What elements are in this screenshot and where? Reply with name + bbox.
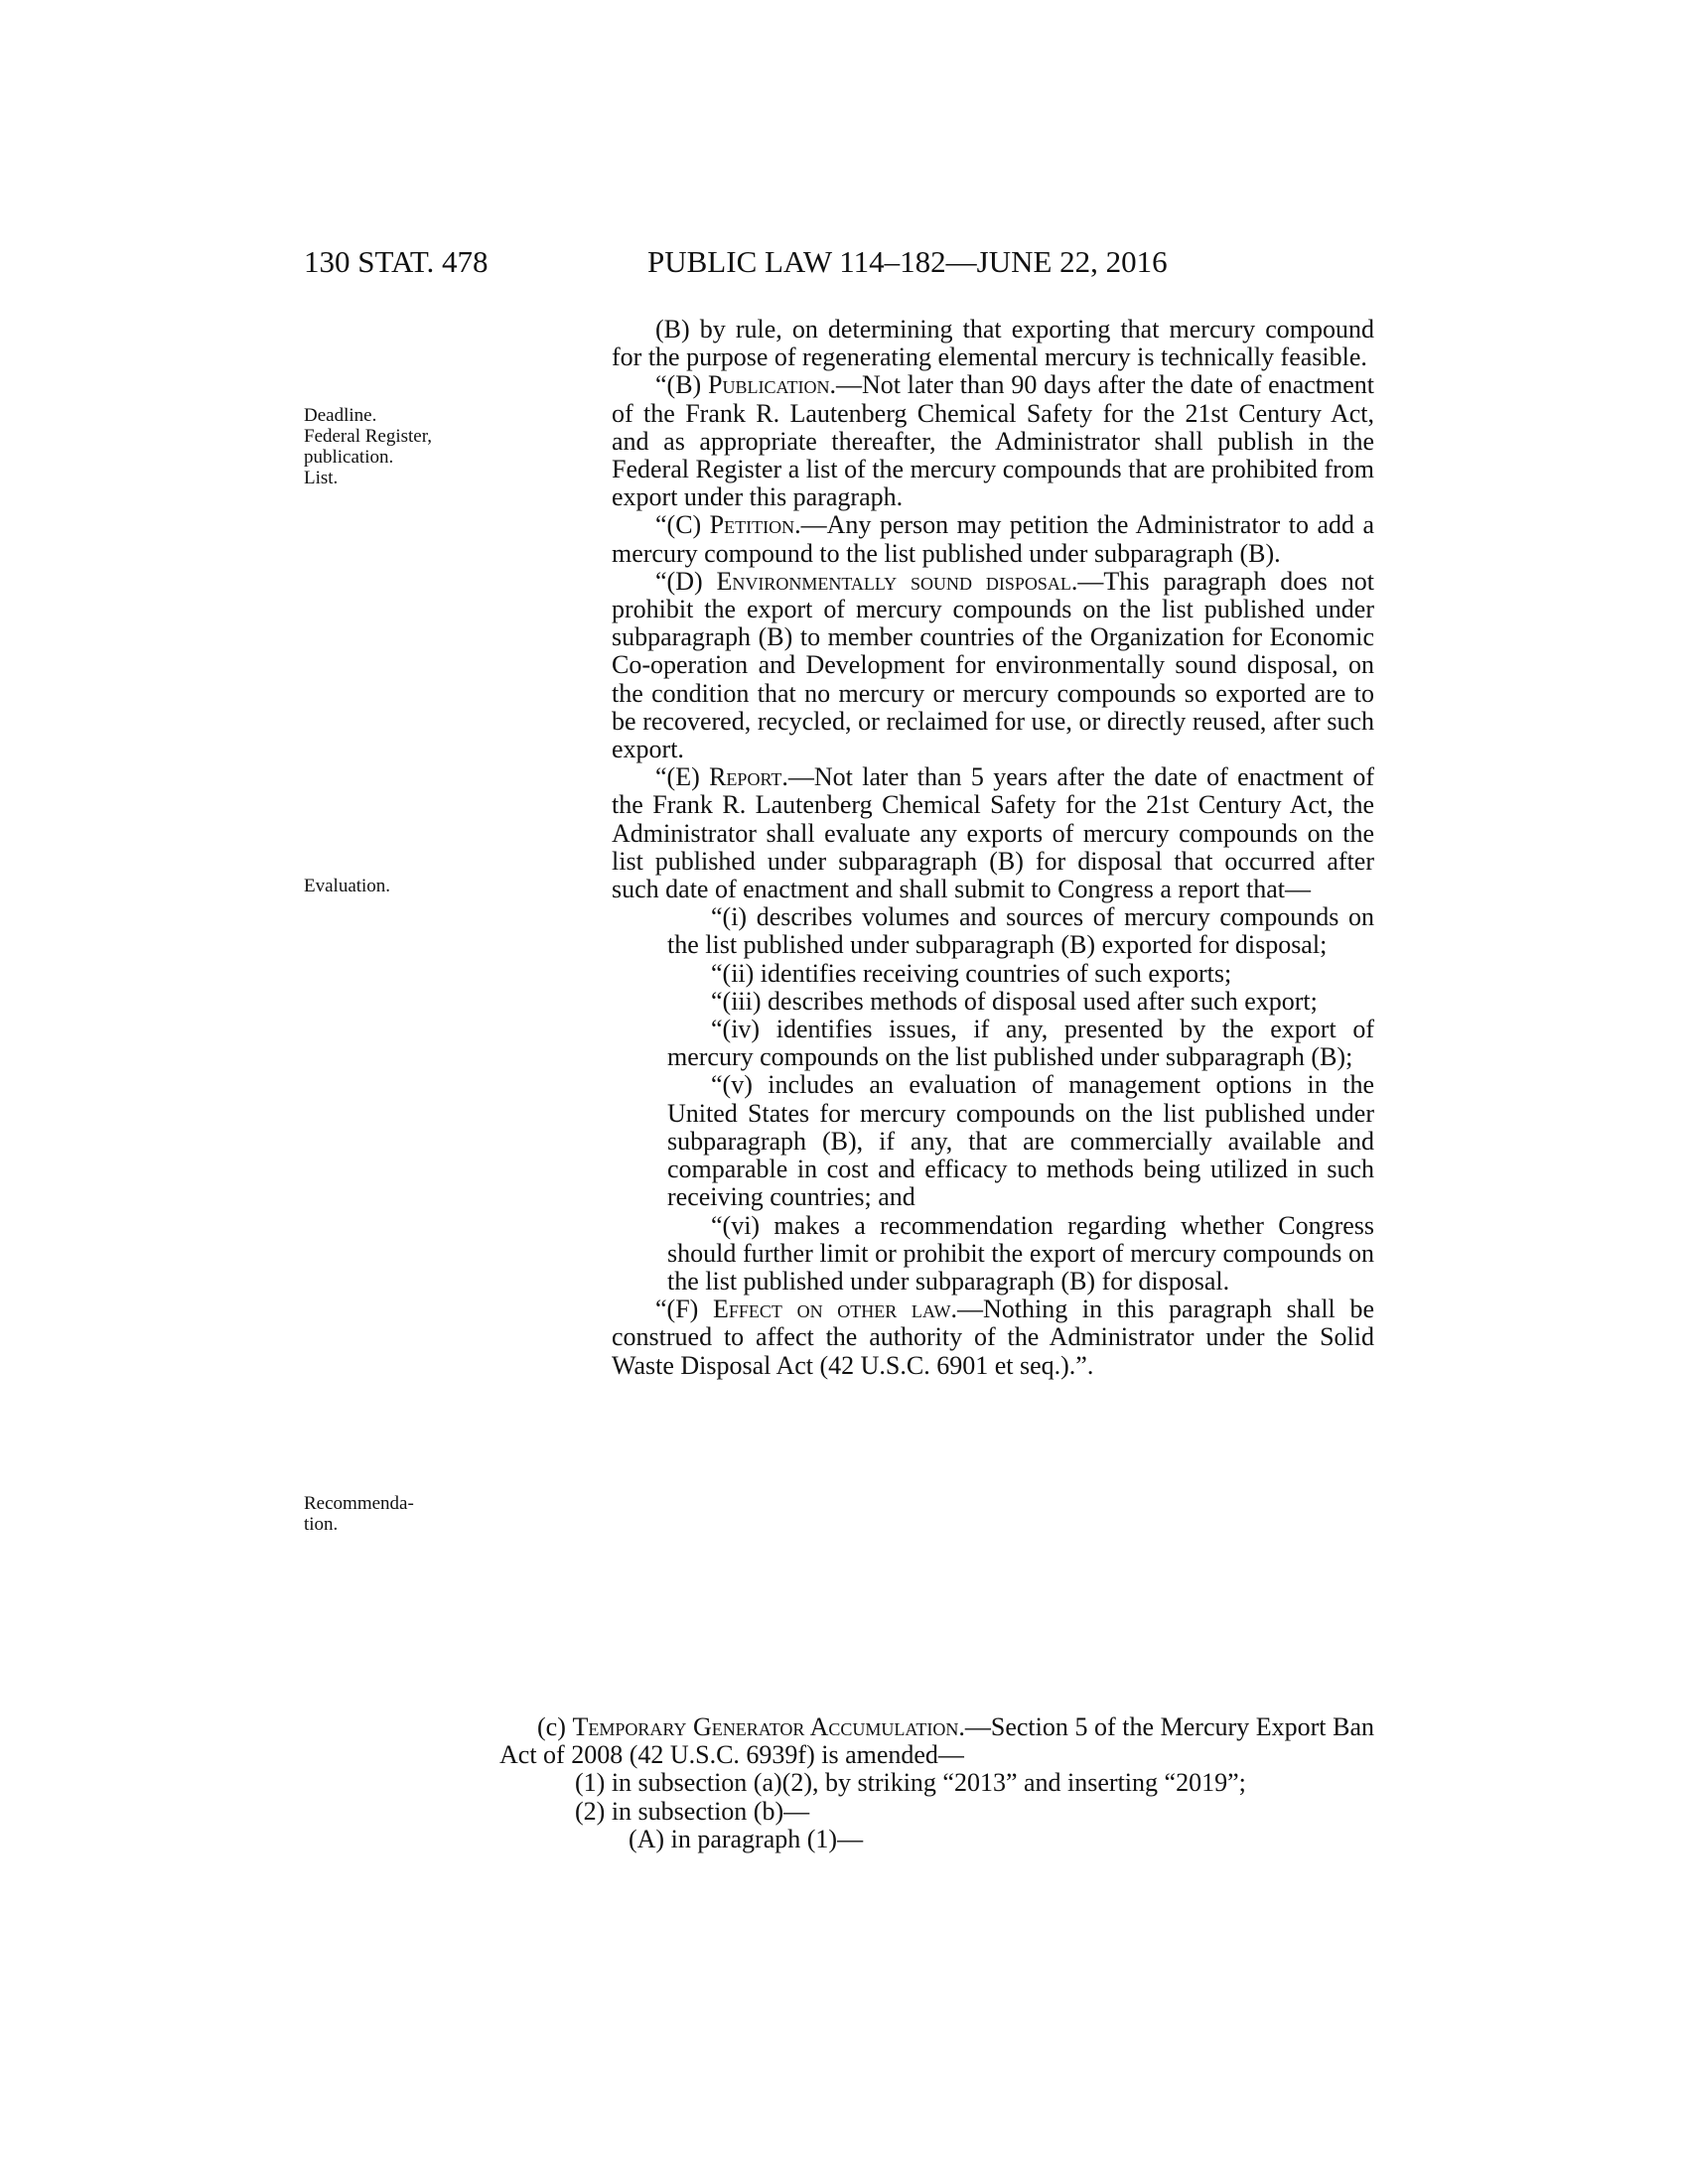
para-text: .—Section 5 of the Mercury Export Ban Act of 2008 (42 U.S.C. 6939f) is amended—: [499, 1712, 1375, 1770]
para-marker: (c): [537, 1712, 573, 1741]
para-f-effect: [612, 1296, 1374, 1380]
para-text: .—This paragraph does not prohibit the export of mercury compounds on the list published under subparagraph (B) to member countries of the Organization for Economic Co-operation and Development for environmentally sound disposal, on the condition that no mercury or mercury compounds so exported are to be recovered, recycled, or reclaimed for use, or directly reused, after such export.: [612, 566, 1374, 764]
margin-note-deadline: [304, 405, 483, 488]
para-heading: Environmentally sound disposal: [716, 566, 1071, 596]
margin-note-line: Recommenda-: [304, 1493, 414, 1514]
clause-i: “(i) describes volumes and sources of mercury compounds on the list published under subparagraph (B) exported for disposal;: [667, 902, 1374, 960]
page-header: [0, 244, 1688, 284]
para-c-petition: [612, 511, 1374, 567]
para-text: .—Not later than 90 days after the date of enactment of the Frank R. Lautenberg Chemical Safety for the 21st Century Act, and as appropriate thereafter, the Administrator shall publish in the Federal Register a list of the mercury compounds that are prohibited from export under this paragraph.: [612, 370, 1374, 512]
margin-note-line: Federal Register,: [304, 426, 433, 447]
clause-vi: “(vi) makes a recommendation regarding whether Congress should further limit or prohibit the export of mercury compounds on the list published under subparagraph (B) for disposal.: [667, 1210, 1374, 1296]
para-marker: “(D): [655, 566, 717, 596]
running-title: PUBLIC LAW 114–182—JUNE 22, 2016: [647, 244, 1168, 279]
para-heading: Publication: [708, 370, 830, 400]
para-heading: Temporary Generator Accumulation: [572, 1712, 959, 1741]
para-d-disposal: [612, 568, 1374, 763]
main-text-block: [612, 316, 1374, 1380]
para-text: .—Not later than 5 years after the date of enactment of the Frank R. Lautenberg Chemical Safety for the 21st Century Act, the Administrator shall evaluate any exports of mercury compounds on the list published under subparagraph (B) for disposal that occurred after such date of enactment and shall submit to Congress a report that—: [612, 762, 1374, 904]
clause-iii: “(iii) describes methods of disposal used after such export;: [711, 986, 1318, 1016]
clause-ii: “(ii) identifies receiving countries of such exports;: [711, 958, 1232, 988]
margin-note-recommendation: [304, 1493, 483, 1535]
para-b-by-rule: (B) by rule, on determining that exporting that mercury compound for the purpose of regenerating elemental mercury is technically feasible.: [612, 315, 1374, 372]
para-marker: “(B): [655, 370, 709, 400]
para-text: .—Nothing in this paragraph shall be construed to affect the authority of the Administrator under the Solid Waste Disposal Act (42 U.S.C. 6901 et seq.).”.: [612, 1295, 1374, 1380]
para-marker: “(C): [655, 510, 710, 540]
stat-page-number: 130 STAT. 478: [304, 244, 489, 279]
para-heading: Report: [709, 762, 782, 792]
para-heading: Effect on other law: [713, 1295, 951, 1324]
margin-note-line: Deadline.: [304, 405, 377, 426]
margin-note-line: publication.: [304, 447, 394, 468]
para-marker: “(F): [655, 1295, 713, 1324]
section-c-block: [499, 1713, 1374, 1853]
para-b-publication: [612, 371, 1374, 511]
margin-note-line: List.: [304, 468, 339, 488]
margin-note-line: Evaluation.: [304, 876, 391, 896]
para-marker: “(E): [655, 762, 710, 792]
subsection-c: [499, 1713, 1374, 1769]
paragraph-c1: (1) in subsection (a)(2), by striking “2013” and inserting “2019”;: [575, 1768, 1246, 1798]
paragraph-c2: (2) in subsection (b)—: [575, 1796, 810, 1826]
margin-note-evaluation: [304, 876, 483, 896]
para-text: .—Any person may petition the Administrator to add a mercury compound to the list published under subparagraph (B).: [612, 510, 1374, 568]
clause-v: “(v) includes an evaluation of management options in the United States for mercury compounds on the list published under subparagraph (B), if any, that are commercially available and comparable in cost and efficacy to methods being utilized in such receiving countries; and: [667, 1070, 1374, 1212]
margin-note-line: tion.: [304, 1514, 339, 1535]
para-heading: Petition: [709, 510, 795, 540]
clause-iv: “(iv) identifies issues, if any, presented by the export of mercury compounds on the list published under subparagraph (B);: [667, 1015, 1374, 1072]
paragraph-c2a: (A) in paragraph (1)—: [629, 1824, 864, 1853]
para-e-report: [612, 763, 1374, 903]
